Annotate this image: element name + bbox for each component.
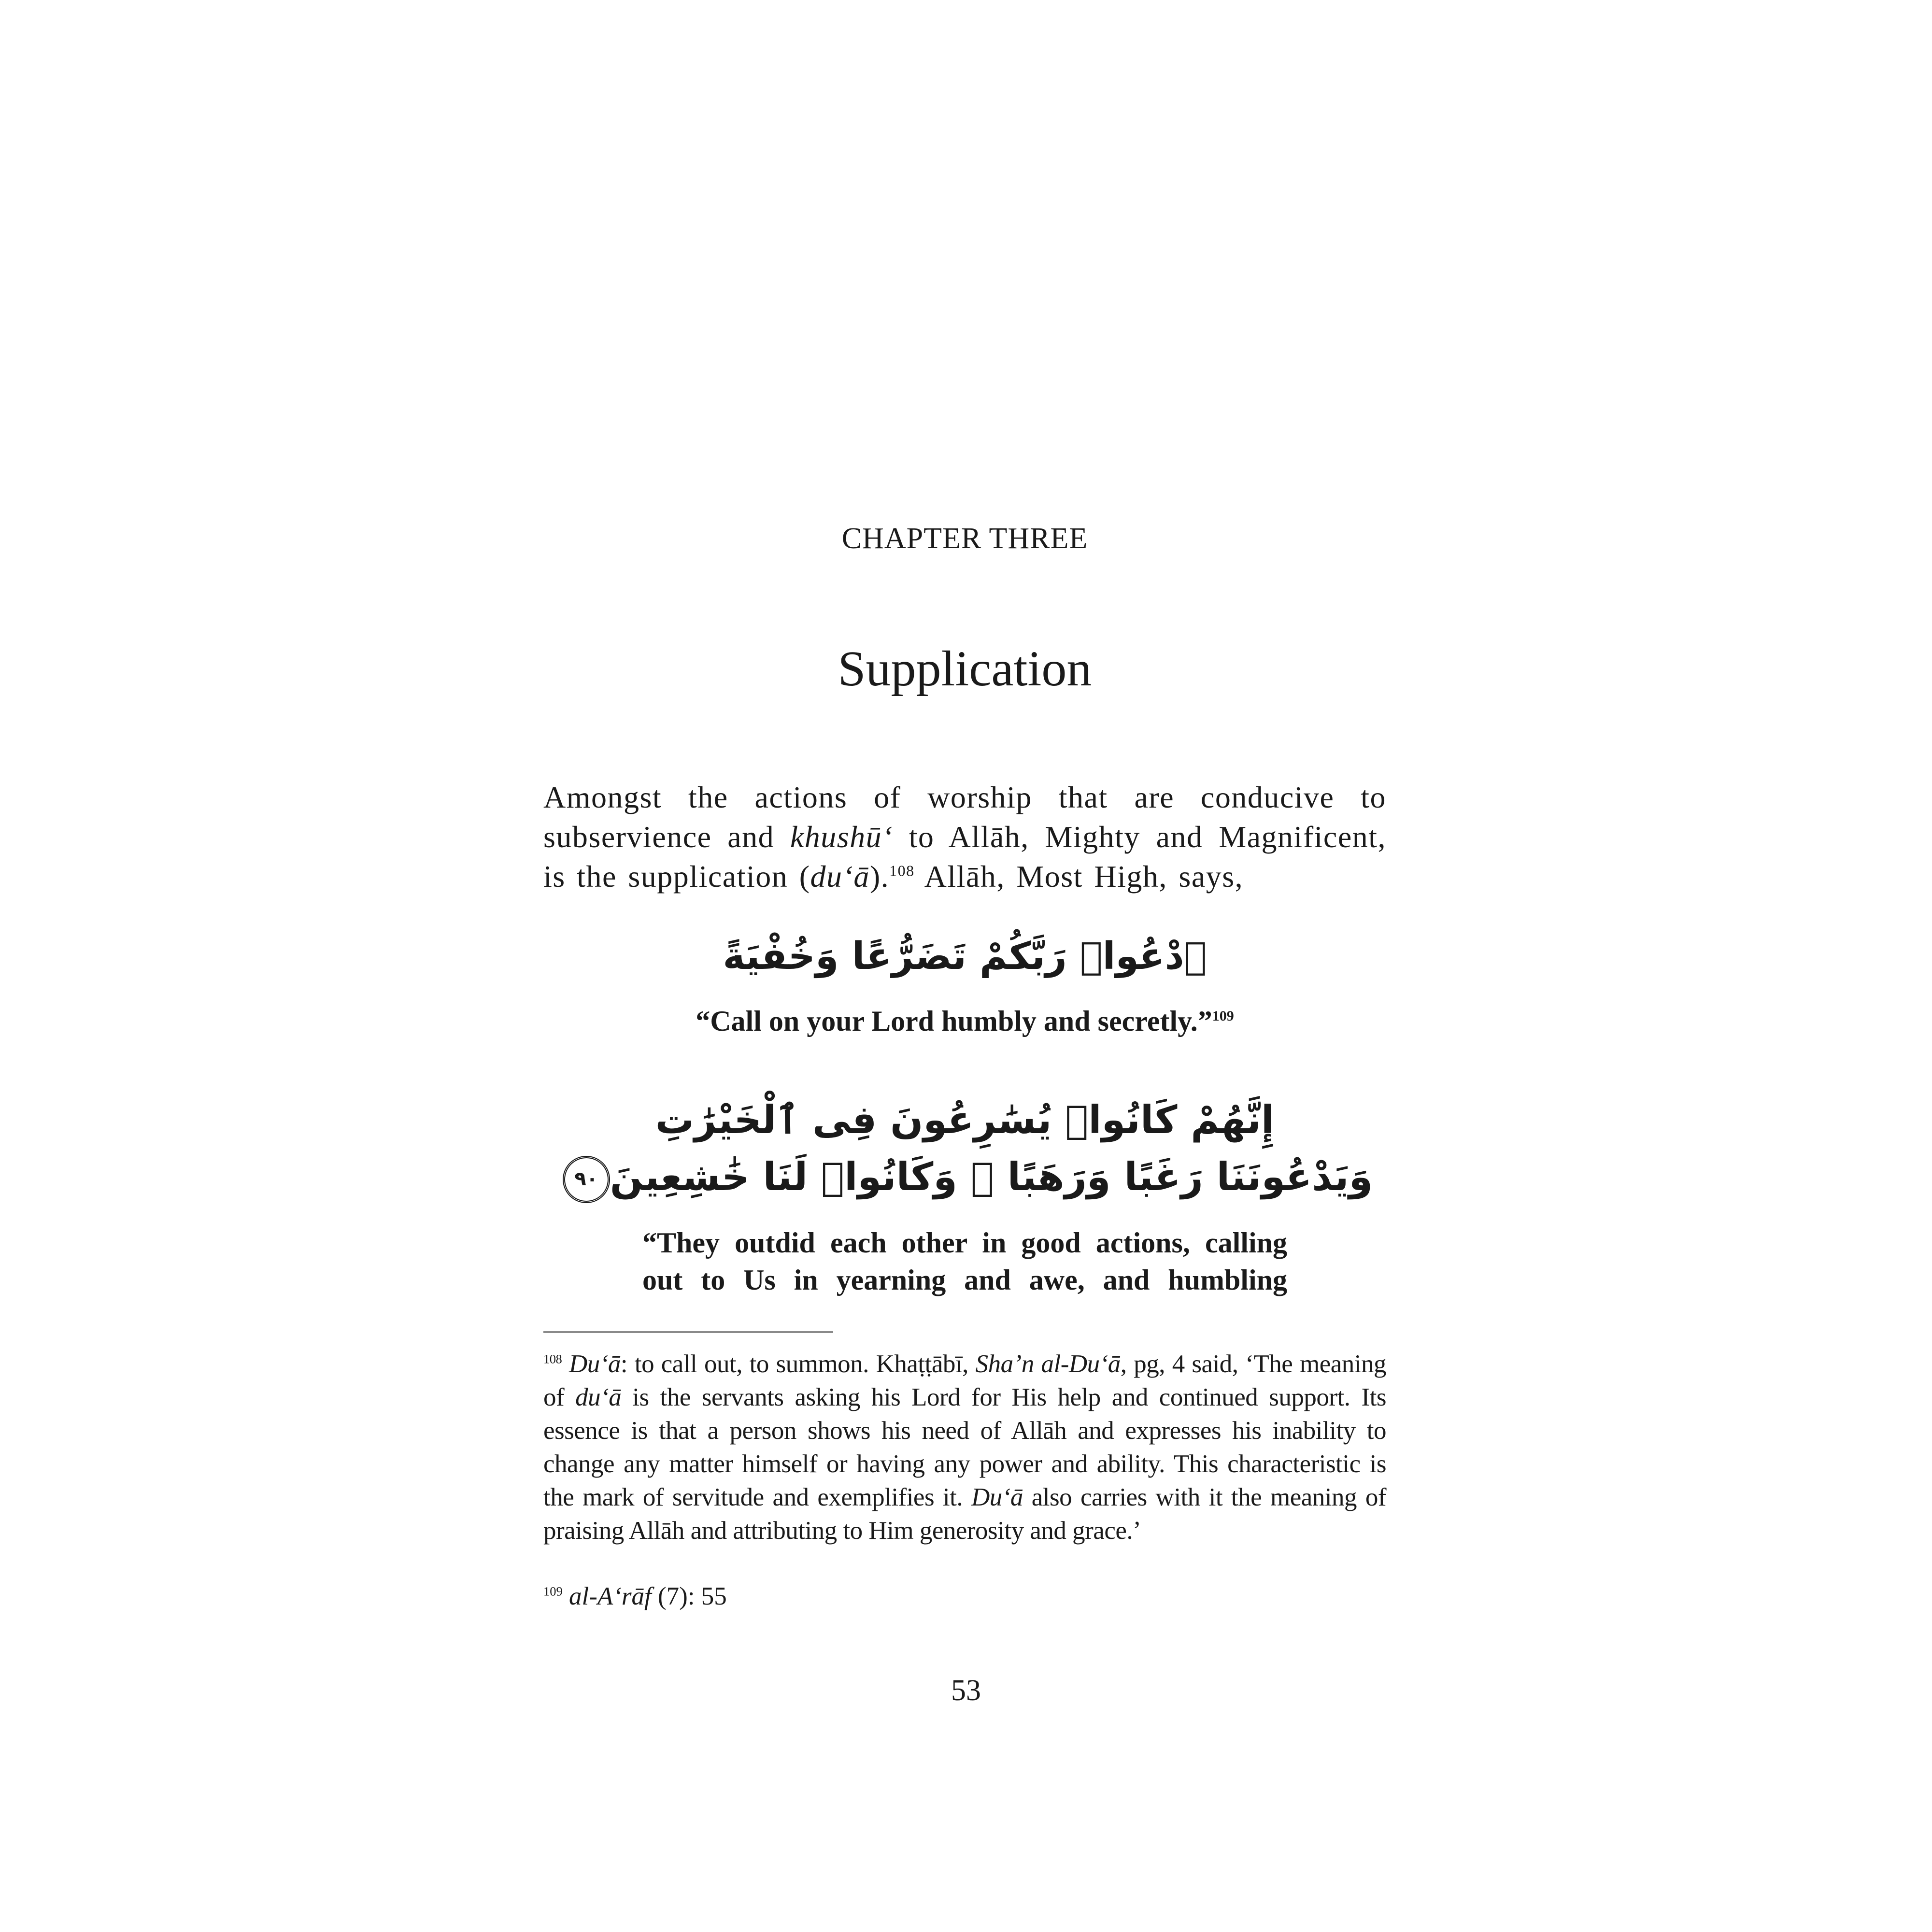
footnote-number: 109 [543, 1584, 563, 1599]
chapter-label: CHAPTER THREE [841, 522, 1088, 555]
arabic-verse-2 [543, 1092, 1386, 1206]
page-number: 53 [951, 1674, 981, 1707]
footnote-term: du‘ā [575, 1383, 622, 1411]
paragraph-text: to Allāh, Mighty and Magnificent, is the supplication ( [543, 820, 1387, 894]
footnote-ref-108: 108 [889, 862, 915, 880]
paragraph-text: Amongst the actions of worship that are conducive to subservience and [543, 780, 1386, 854]
footnote-text: also carries with it the meaning of praising Allāh and attributing to Him generosity and grace.’ [543, 1483, 1386, 1545]
verse-translation-2: “They outdid each other in good actions, calling out to Us in yearning and awe, and humbling [642, 1227, 1287, 1296]
arabic-line-2-text: وَيَدْعُونَنَا رَغَبًا وَرَهَبًا ۖ وَكَانُوا۟ لَنَا خَٰشِعِينَ [610, 1154, 1373, 1199]
verse-translation-1 [543, 1005, 1386, 1038]
footnote-108 [543, 1348, 1386, 1548]
footnote-text: , pg, 4 said, ‘The meaning of [543, 1350, 1387, 1411]
paragraph-text: ). [869, 859, 890, 894]
term-khushu: khushū‘ [790, 820, 893, 854]
arabic-verse-1: ٱدْعُوا۟ رَبَّكُمْ تَضَرُّعًا وَخُفْيَةً [723, 935, 1207, 978]
arabic-line-2 [543, 1149, 1386, 1206]
footnote-divider [543, 1331, 833, 1333]
ayah-number-marker: ٩٠ [563, 1156, 610, 1203]
footnote-term: Du‘ā [568, 1350, 621, 1378]
footnote-ref-109: 109 [1212, 1008, 1234, 1024]
intro-paragraph [543, 778, 1386, 896]
footnote-term: Du‘ā [971, 1483, 1023, 1511]
footnote-text: : to call out, to summon. Khaṭṭābī, [620, 1350, 976, 1378]
footnote-source: al-A‘rāf [569, 1582, 652, 1610]
footnote-text: (7): 55 [651, 1582, 727, 1610]
chapter-title: Supplication [838, 641, 1092, 696]
translation-text: “Call on your Lord humbly and secretly.” [696, 1005, 1212, 1037]
footnote-109 [543, 1582, 727, 1611]
term-dua: du‘ā [810, 859, 870, 894]
paragraph-text: Allāh, Most High, says, [914, 859, 1244, 894]
footnote-source: Sha’n al-Du‘ā [975, 1350, 1121, 1378]
arabic-line-1: إِنَّهُمْ كَانُوا۟ يُسَٰرِعُونَ فِى ٱلْخَيْرَٰتِ [655, 1097, 1275, 1142]
footnote-number: 108 [543, 1351, 562, 1366]
footnote-text: is the servants asking his Lord for His help and continued support. Its essence is that a person shows his need of Allāh and expresses his inability to change any matter himself or having any power and ability. This characteristic is the mark of servitude and exemplifies it. [543, 1383, 1387, 1511]
